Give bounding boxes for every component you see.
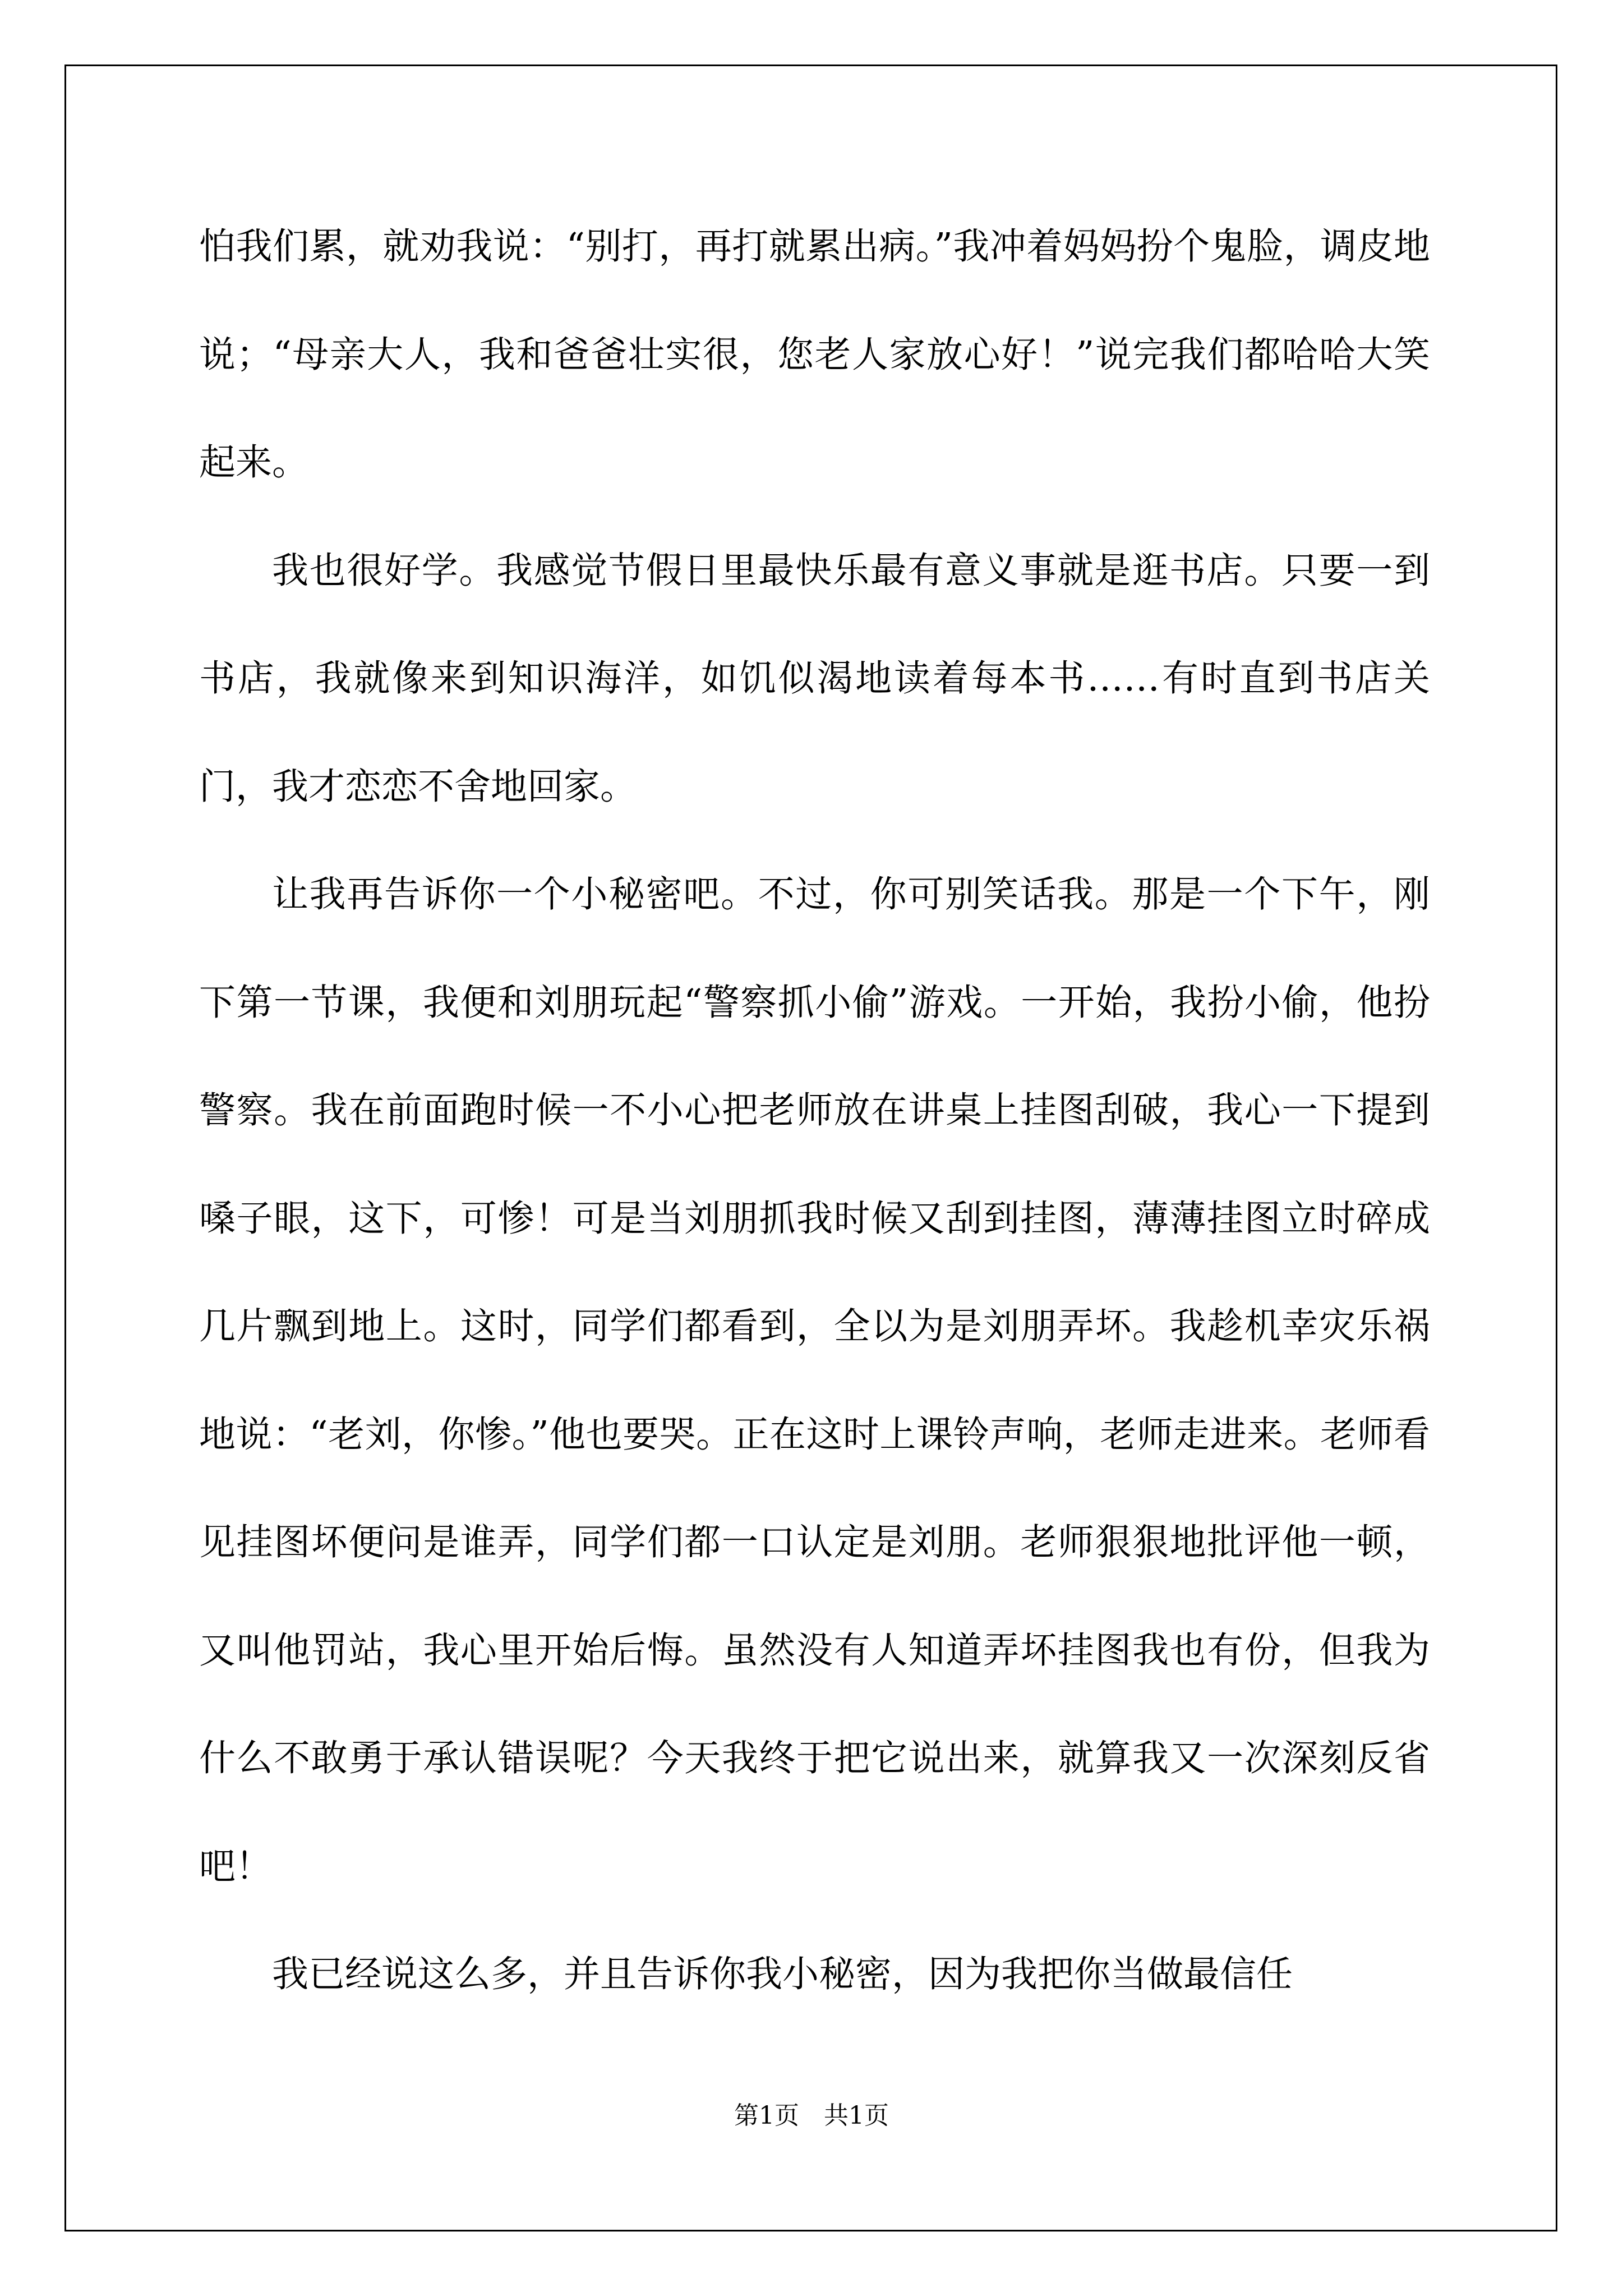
page-number: 第1页 bbox=[734, 2101, 799, 2130]
document-body bbox=[199, 193, 1430, 2029]
page-footer bbox=[0, 2099, 1623, 2133]
paragraph-3: 让我再告诉你一个小秘密吧。不过，你可别笑话我。那是一个下午，刚下第一节课，我便和刘朋玩起“警察抓小偷”游戏。一开始，我扮小偷，他扮警察。我在前面跑时候一不小心把老师放在讲桌上挂图刮破，我心一下提到嗓子眼，这下，可惨！可是当刘朋抓我时候又刮到挂图，薄薄挂图立时碎成几片飘到地上。这时，同学们都看到，全以为是刘朋弄坏。我趁机幸灾乐祸地说：“老刘，你惨。”他也要哭。正在这时上课铃声响，老师走进来。老师看见挂图坏便问是谁弄，同学们都一口认定是刘朋。老师狠狠地批评他一顿，又叫他罚站，我心里开始后悔。虽然没有人知道弄坏挂图我也有份，但我为什么不敢勇于承认错误呢？今天我终于把它说出来，就算我又一次深刻反省吧！ bbox=[199, 873, 1430, 1888]
page-total: 共1页 bbox=[824, 2101, 889, 2130]
paragraph-1: 怕我们累，就劝我说：“别打，再打就累出病。”我冲着妈妈扮个鬼脸，调皮地说；“母亲大人，我和爸爸壮实很，您老人家放心好！”说完我们都哈哈大笑起来。 bbox=[199, 226, 1430, 484]
paragraph-2: 我也很好学。我感觉节假日里最快乐最有意义事就是逛书店。只要一到书店，我就像来到知识海洋，如饥似渴地读着每本书……有时直到书店关门，我才恋恋不舍地回家。 bbox=[199, 549, 1430, 808]
paragraph-4: 我已经说这么多，并且告诉你我小秘密，因为我把你当做最信任 bbox=[272, 1953, 1293, 1995]
